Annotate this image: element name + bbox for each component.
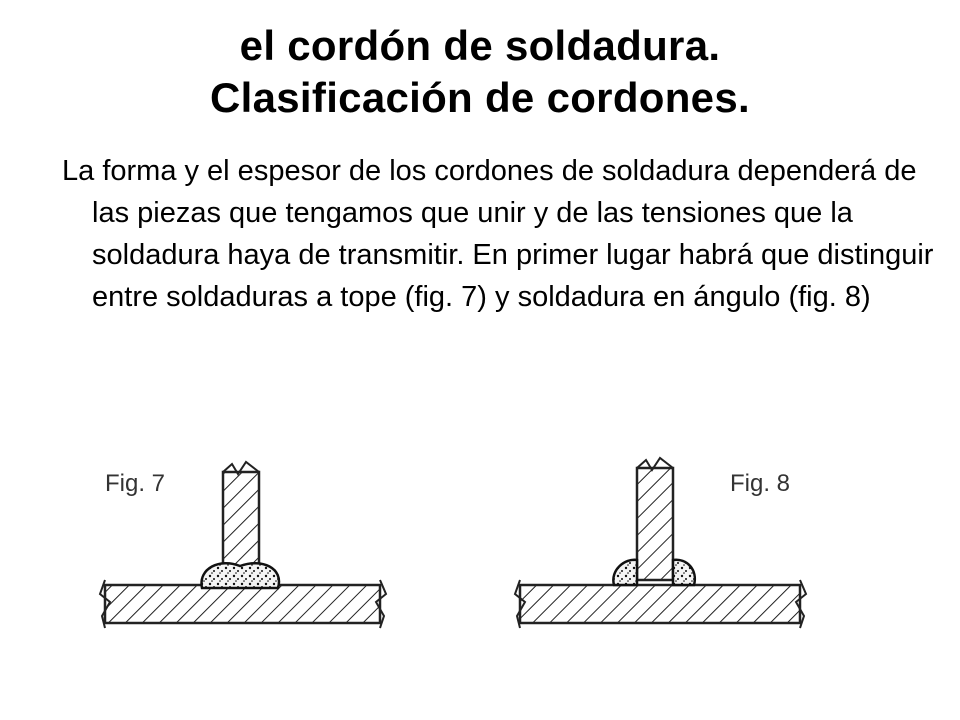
title-line-2: Clasificación de cordones.: [210, 74, 750, 121]
weld-drawing: [80, 430, 880, 680]
fig8-left-fillet: [613, 560, 637, 585]
weld-figures: [80, 430, 880, 680]
fig8-label: Fig. 8: [730, 470, 791, 497]
fig8-right-fillet: [673, 560, 695, 585]
fig7-vertical-plate: [223, 472, 259, 572]
fig7-base-plate: [105, 585, 380, 623]
slide-title: [0, 20, 960, 124]
fig8-vertical-plate: [637, 468, 673, 580]
fig7-weld-bead: [202, 563, 279, 588]
fig7-label: Fig. 7: [105, 470, 166, 497]
fig7-drawing: [100, 462, 386, 628]
fig8-drawing: [515, 458, 806, 628]
fig8-base-plate: [520, 585, 800, 623]
title-line-1: el cordón de soldadura.: [239, 22, 721, 69]
body-paragraph: La forma y el espesor de los cordones de soldadura dependerá de las piezas que tengamos que unir y de las tensiones que la soldadura haya de transmitir. En primer lugar habrá que distinguir entre soldaduras a tope (fig. 7) y soldadura en ángulo (fig. 8): [62, 155, 934, 313]
